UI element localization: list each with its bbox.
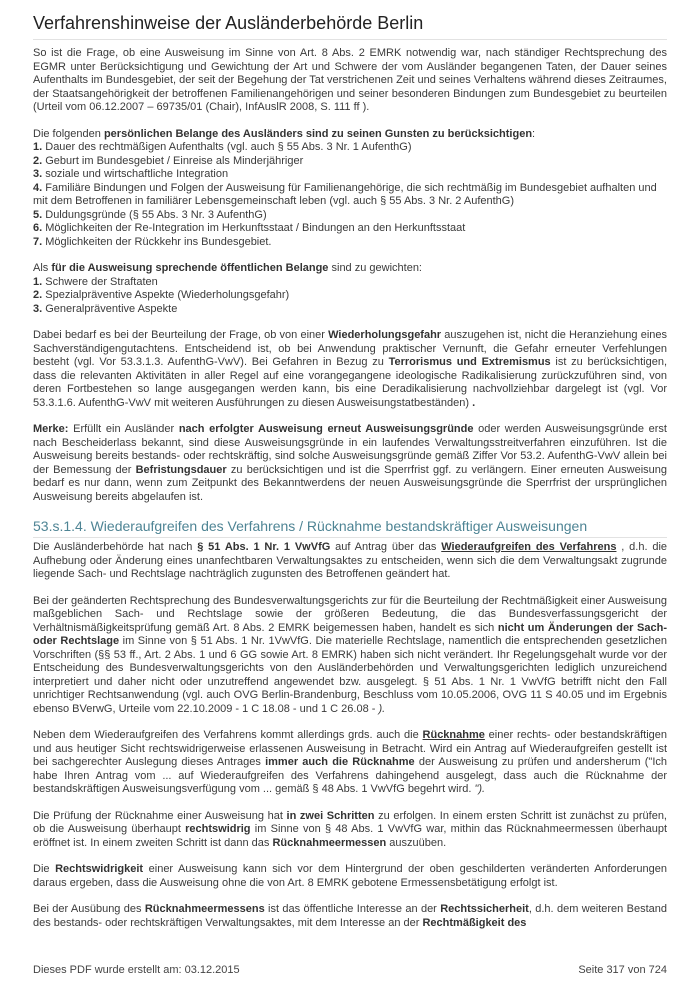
lead-text: Als <box>33 262 52 274</box>
item-text: Möglichkeiten der Re-Integration im Herkunftsstaat / Bindungen an den Herkunftsstaat <box>42 222 466 234</box>
item-number: 6. <box>33 222 43 234</box>
item-text: soziale und wirtschaftliche Integration <box>42 168 229 180</box>
item-number: 3. <box>33 302 43 315</box>
bold-run: Rechtswidrigkeit <box>55 863 144 875</box>
lead-bold: persönlichen Belange des Ausländers sind zu seinen Gunsten zu berücksichtigen <box>103 127 533 140</box>
section-paragraph <box>33 541 667 582</box>
item-text: Duldungsgründe (§ 55 Abs. 3 Nr. 3 AufenthG) <box>42 208 267 221</box>
text-run: auf Antrag über das <box>330 541 442 553</box>
list-item <box>33 209 667 223</box>
list-item <box>33 276 667 290</box>
bold-run: Rechtssicherheit <box>440 903 529 915</box>
list-item <box>33 236 667 250</box>
list-item <box>33 141 667 155</box>
text-run: auszuüben. <box>386 836 447 849</box>
text-run: im Sinne von § 51 Abs. 1 Nr. 1VwVfG. Die materielle Rechtslage, namentlich die entsprechenden gesetzlichen Vorschriften (§§ 53 ff., Art. 2 Abs. 1 und 6 GG sowie Art. 8 EMRK) haben sich nicht verändert. Ihr Regelungsgehalt wurde vor der Entscheidung des Bundesverwaltungsgerichts von den Ausländerbehörden und Verwaltungsgerichten lediglich unzureichend interpretiert und daher nicht oder unzutreffend angewendet bzw. ausgelegt. § 51 Abs. 1 Nr. 1 VwVfG betrifft nicht den Fall unrichtiger Rechtsanwendung (vgl. auch OVG Berlin-Brandenburg, Beschluss vom 10.05.2006, OVG 11 S 40.05 und im Ergebnis ebenso BVerwG, Urteile vom 22.10.2009 - 1 C 18.08 - und 1 C 26.08 - <box>33 635 667 715</box>
text-run: , d.h. dem weiteren Bestand des bestands- oder rechtskräftigen Verwaltungsaktes, mit dem Interesse an der <box>33 903 667 929</box>
bold-run: . <box>472 396 476 409</box>
list-item <box>33 155 667 169</box>
bold-run: immer auch die Rücknahme <box>265 756 415 768</box>
list-item <box>33 289 667 303</box>
item-number: 1. <box>33 141 43 153</box>
text-run: der Ausweisung zu prüfen und andersherum ("Ich habe Ihren Antrag vom ... auf Wiederaufgreifen des Verfahrens dahingehend ausgelegt, dass auch die Rücknahme der bestandskräftigen Ausweisungsverfügung vom ... gemäß § 48 Abs. 1 VwVfG begehrt wird. <box>33 756 668 795</box>
section-paragraph <box>33 903 667 930</box>
item-number: 5. <box>33 208 43 221</box>
text-run: im Sinne von § 48 Abs. 1 VwVfG war, mithin das Rücknahmeermessen überhaupt eröffnet ist. In einem zweiten Schritt ist dann das <box>33 823 667 849</box>
bold-run: rechtswidrig <box>185 823 251 835</box>
bold-run: nach erfolgter Ausweisung erneut Ausweisungsgründe <box>178 423 474 435</box>
text-run: ist das öffentliche Interesse an der <box>264 903 441 915</box>
list-item <box>33 222 667 236</box>
bold-run: Terrorismus und Extremismus <box>388 356 551 368</box>
section-paragraph <box>33 595 667 717</box>
bold-run: Merke: <box>33 423 69 435</box>
item-number: 3. <box>33 168 43 180</box>
text-run: oder werden Ausweisungsgründe erst nach Bescheiderlass bekannt, sind diese Ausweisungsgründe in ein laufendes Verwaltungsstreitverfahren einzuführen. Ist die Ausweisung bereits bestands- oder rechtskräftig, sind solche Ausweisungsgründe gemäß Ziffer Vor 53.2. AufenthG-VwV allein bei der Bemessung der <box>33 423 667 476</box>
text-run: Bei der Ausübung des <box>33 903 145 915</box>
text-run: Dabei bedarf es bei der Beurteilung der Frage, ob von einer <box>33 329 329 341</box>
text-run: zu erfolgen. In einem ersten Schritt ist zunächst zu prüfen, ob die Ausweisung überhaupt <box>33 809 667 835</box>
text-run: Erfüllt ein Ausländer <box>68 423 179 435</box>
bold-run: § 51 Abs. 1 Nr. 1 VwVfG <box>197 541 331 553</box>
list-item <box>33 168 667 182</box>
section-paragraph <box>33 863 667 890</box>
section-heading: 53.s.1.4. Wiederaufgreifen des Verfahrens / Rücknahme bestandskräftiger Ausweisungen <box>33 517 667 538</box>
page-number: Seite 317 von 724 <box>578 964 667 976</box>
repeat-danger-paragraph <box>33 329 667 410</box>
note-paragraph <box>33 423 667 504</box>
text-run: einer rechts- oder bestandskräftigen und aus heutiger Sicht rechtswidrigerweise erlassenen Ausweisung in Betracht. Wird ein Antrag auf Wiederaufgreifen gestellt ist bei sachgerechter Auslegung dieses Antrages <box>33 729 667 768</box>
intro-paragraph: So ist die Frage, ob eine Ausweisung im Sinne von Art. 8 Abs. 2 EMRK notwendig war, nach ständiger Rechtsprechung des EGMR unter Berücksichtigung und Gewichtung der Art und Schwere der vom Ausländer begangenen Taten, der Dauer seines Aufenthalts im Bundesgebiet, der seit der Begehung der Tat verstrichenen Zeit und seines Verhaltens während dieses Zeitraumes, der Staatsangehörigkeit der betroffenen Familienangehörigen und seiner besonderen Bindungen zum Bundesgebiet zu beurteilen (Urteil vom 06.12.2007 – 69735/01 (Chair), InfAuslR 2008, S. 111 ff ). <box>33 47 667 113</box>
section-body <box>33 541 667 930</box>
item-text: Möglichkeiten der Rückkehr ins Bundesgebiet. <box>42 235 272 248</box>
text-run: Neben dem Wiederaufgreifen des Verfahrens kommt allerdings grds. auch die <box>33 729 423 741</box>
text-run: Die Prüfung der Rücknahme einer Ausweisung hat <box>33 809 287 822</box>
item-text: Familiäre Bindungen und Folgen der Ausweisung für Familienangehörige, die sich rechtmäßig im Bundesgebiet aufhalten und mit dem Betroffenen in familiärer Lebensgemeinschaft leben (vgl. auch § 55 Abs. 3 Nr. 2 AufenthG) <box>33 181 657 207</box>
text-run: , d.h. die Aufhebung oder Änderung eines unanfechtbaren Verwaltungsaktes zu entscheiden, wenn sich die dem Verwaltungsakt zugrunde liegende Sach- und Rechtslage nachträglich zugunsten des Betroffenen geändert hat. <box>33 541 668 580</box>
italic-run: ). <box>378 702 386 715</box>
text-run: zu berücksichtigen und ist die Sperrfrist ggf. zu verlängern. Einer erneuten Ausweisung bedarf es nur dann, wenn zum Zeitpunkt des Bekanntwerdens der neuen Ausweisungsgründe die Sperrfrist der ursprünglichen Ausweisung bereits abgelaufen ist. <box>33 463 667 503</box>
text-run: auszugehen ist, nicht die Heranziehung eines Sachverständigengutachtens. Entscheidend ist, ob bei Anwendung praktischer Vernunft, die Gefahr erneuter Verfehlungen besteht (vgl. Vor 53.3.1.3. AufenthG-VwV). Bei Gefahren in Bezug zu <box>33 329 668 368</box>
text-run: Die <box>33 863 56 875</box>
item-number: 1. <box>33 275 43 288</box>
italic-run: "). <box>474 783 486 795</box>
created-date: Dieses PDF wurde erstellt am: 03.12.2015 <box>33 964 240 976</box>
bold-run: nicht um Änderungen der Sach- oder Rechtslage <box>33 621 667 647</box>
public-interests-lead <box>33 262 667 276</box>
section-paragraph <box>33 729 667 797</box>
bold-run: Wiederholungsgefahr <box>328 329 442 341</box>
lead-bold: für die Ausweisung sprechende öffentlichen Belange <box>51 262 329 274</box>
item-number: 4. <box>33 181 43 194</box>
item-text: Generalpräventive Aspekte <box>42 302 178 315</box>
list-item <box>33 303 667 317</box>
document-body <box>33 47 667 504</box>
lead-text: sind zu gewichten: <box>328 262 422 274</box>
document-page <box>33 12 667 943</box>
personal-interests-list <box>33 128 667 250</box>
lead-text: Die folgenden <box>33 127 104 140</box>
bold-run: Rücknahmeermessens <box>144 903 265 915</box>
item-text: Dauer des rechtmäßigen Aufenthalts (vgl. auch § 55 Abs. 3 Nr. 1 AufenthG) <box>42 141 412 153</box>
bold-run: in zwei Schritten <box>286 809 375 822</box>
item-text: Spezialpräventive Aspekte (Wiederholungsgefahr) <box>42 289 290 301</box>
text-run: ist zu berücksichtigen, dass die relevanten Aktivitäten in aller Regel auf eine vorangegangene ideologische Radikalisierung zurückzuführen sind, von deren Fortbestehen so lange ausgegangen werden kann, bis eine Deradikalisierung nachvollziehbar dargelegt ist (vgl. Vor 53.3.1.6. AufenthG-VwV mit weiteren Ausführungen zu diesen Ausweisungstatbeständen) <box>33 356 668 409</box>
bold-run: Rücknahmeermessen <box>272 836 387 849</box>
item-number: 2. <box>33 289 43 301</box>
underlined-run: Rücknahme <box>422 729 485 741</box>
item-number: 7. <box>33 235 43 248</box>
personal-interests-lead <box>33 128 667 142</box>
public-interests-list <box>33 262 667 316</box>
lead-text: : <box>532 127 536 140</box>
page-title: Verfahrenshinweise der Ausländerbehörde Berlin <box>33 12 667 40</box>
section-paragraph <box>33 810 667 851</box>
item-text: Schwere der Straftaten <box>42 275 158 288</box>
bold-run: Rechtmäßigkeit des <box>422 916 527 929</box>
bold-run: Befristungsdauer <box>135 463 227 476</box>
list-item <box>33 182 667 209</box>
text-run: Bei der geänderten Rechtsprechung des Bundesverwaltungsgerichts zur für die Beurteilung der Rechtmäßigkeit einer Ausweisung maßgeblichen Sach- und Rechtslage sowie der größeren Bedeutung, die das Bundesverfassungsgericht der Verhältnismäßigkeitsprüfung gemäß Art. 8 Abs. 2 EMRK beigemessen haben, handelt es sich <box>33 594 667 634</box>
item-number: 2. <box>33 154 43 167</box>
item-text: Geburt im Bundesgebiet / Einreise als Minderjähriger <box>42 154 304 167</box>
text-run: Die Ausländerbehörde hat nach <box>33 541 198 553</box>
text-run: einer Ausweisung kann sich vor dem Hintergrund der oben geschilderten veränderten Anforderungen daraus ergeben, dass die Ausweisung ohne die von Art. 8 EMRK gebotene Ermessensbetätigung erfolgt ist. <box>33 863 668 889</box>
underlined-run: Wiederaufgreifen des Verfahrens <box>441 541 617 553</box>
